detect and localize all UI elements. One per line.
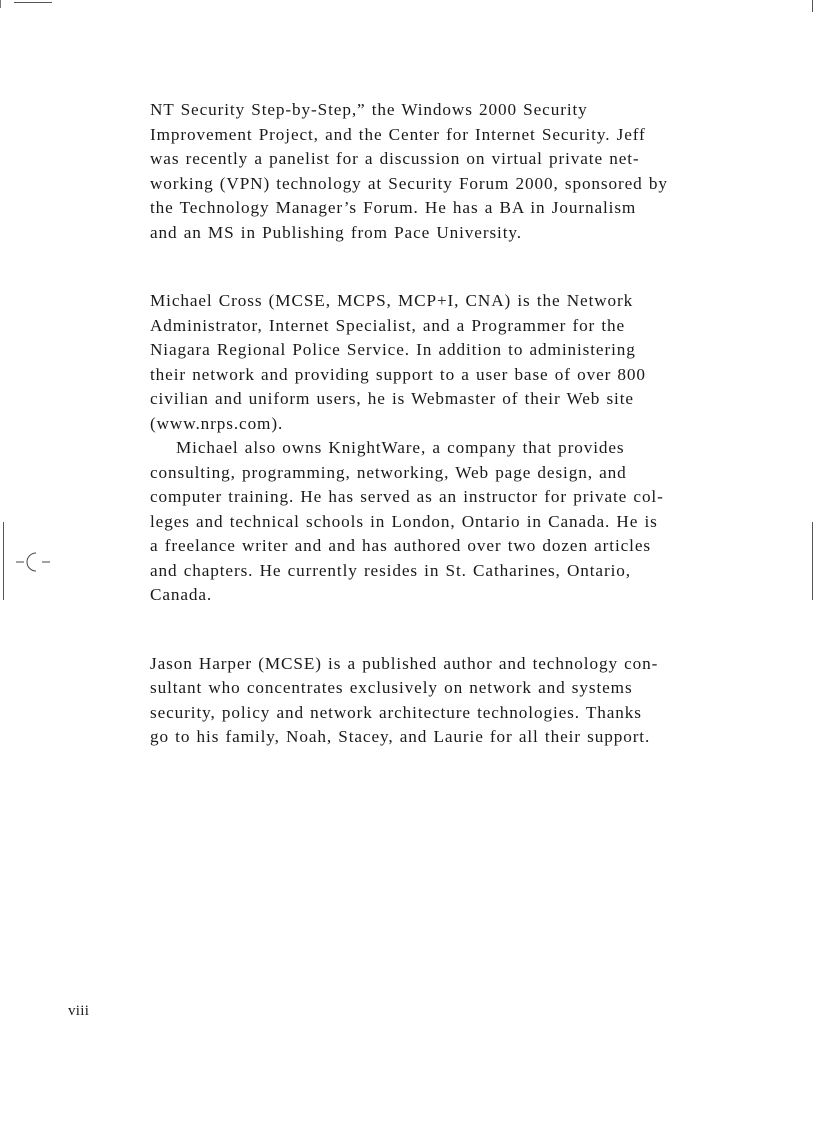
body-text [150, 98, 696, 750]
text-line: consulting, programming, networking, Web page design, and [150, 462, 627, 482]
text-line: leges and technical schools in London, Ontario in Canada. He is [150, 511, 658, 531]
crop-mark-left [3, 522, 4, 600]
paragraph-jeff-bio-continued [150, 98, 696, 245]
text-line: Jason Harper (MCSE) is a published author and technology con- [150, 653, 659, 673]
text-line: Canada. [150, 585, 213, 604]
text-line: their network and providing support to a user base of over 800 [150, 364, 646, 384]
paragraph-michael-cross-bio [150, 289, 696, 436]
text-line: the Technology Manager’s Forum. He has a BA in Journalism [150, 198, 637, 217]
text-line: a freelance writer and and has authored over two dozen articles [150, 536, 651, 555]
crop-mark-top-left-vertical [0, 0, 1, 8]
page-number: viii [68, 1003, 90, 1019]
text-line: sultant who concentrates exclusively on network and systems [150, 678, 633, 697]
paragraph-gap [150, 608, 696, 652]
text-line: Improvement Project, and the Center for Internet Security. Jeff [150, 124, 646, 144]
text-line: Administrator, Internet Specialist, and a Programmer for the [150, 315, 626, 335]
crop-mark-right [812, 522, 813, 600]
registration-mark-icon [16, 550, 56, 576]
text-line: Michael also owns KnightWare, a company that provides [176, 438, 625, 457]
text-line: working (VPN) technology at Security Forum 2000, sponsored by [150, 173, 668, 193]
crop-mark-top-left [14, 2, 52, 3]
crop-mark-top-right [812, 0, 813, 12]
paragraph-gap [150, 245, 696, 289]
text-line: NT Security Step-by-Step,” the Windows 2000 Security [150, 100, 588, 119]
text-line: and chapters. He currently resides in St. Catharines, Ontario, [150, 560, 631, 580]
text-line: and an MS in Publishing from Pace University. [150, 222, 522, 242]
paragraph-jason-harper-bio [150, 652, 696, 750]
text-line: (www.nrps.com). [150, 413, 284, 433]
text-line: security, policy and network architecture technologies. Thanks [150, 702, 642, 722]
text-line: Niagara Regional Police Service. In addition to administering [150, 340, 636, 359]
text-line: computer training. He has served as an instructor for private col- [150, 487, 664, 506]
text-line: civilian and uniform users, he is Webmaster of their Web site [150, 389, 634, 408]
text-line: go to his family, Noah, Stacey, and Laurie for all their support. [150, 727, 651, 746]
paragraph-michael-knightware [150, 436, 696, 608]
text-line: was recently a panelist for a discussion on virtual private net- [150, 149, 640, 168]
text-line: Michael Cross (MCSE, MCPS, MCP+I, CNA) is the Network [150, 291, 634, 310]
